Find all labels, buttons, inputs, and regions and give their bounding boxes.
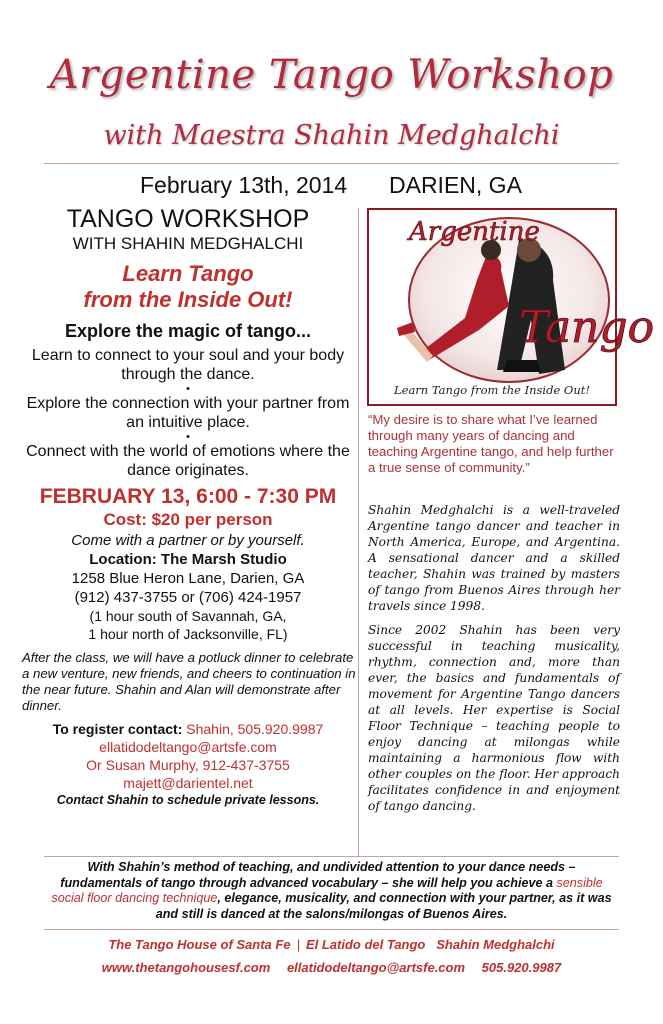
shahin-quote: “My desire is to share what I’ve learned through many years of dancing and teaching Argentine tango, and help further a true sense of community.” bbox=[368, 412, 614, 475]
event-location: DARIEN, GA bbox=[389, 172, 522, 198]
tango-poster-image bbox=[367, 208, 655, 406]
footer-orgs bbox=[0, 937, 663, 952]
partner-note: Come with a partner or by yourself. bbox=[71, 532, 305, 549]
potluck-text: After the class, we will have a potluck dinner to celebrate a new venture, new friends, and cheers to continuation in the near future. Shahin and Alan will demonstrate after dinner. bbox=[22, 650, 356, 713]
distance-note-1: (1 hour south of Savannah, GA, bbox=[89, 608, 287, 624]
dancers-illustration bbox=[369, 210, 655, 404]
bullet-1: • bbox=[186, 383, 190, 395]
left-column bbox=[20, 205, 356, 809]
poster-word-argentine: Argentine bbox=[409, 217, 540, 247]
point-1: Learn to connect to your soul and your body through the dance. bbox=[31, 347, 345, 383]
footer-org-latido: El Latido del Tango bbox=[305, 937, 426, 952]
footer-separator: | bbox=[296, 937, 300, 952]
location-label: Location: The Marsh Studio bbox=[89, 551, 287, 568]
point-3: Connect with the world of emotions where the dance originates. bbox=[26, 443, 350, 479]
event-cost: Cost: $20 per person bbox=[103, 510, 273, 529]
footer-email-link[interactable]: ellatidodeltango@artsfe.com bbox=[286, 960, 466, 975]
register-line bbox=[20, 720, 356, 738]
address: 1258 Blue Heron Lane, Darien, GA bbox=[71, 570, 305, 587]
bullet-2: • bbox=[186, 431, 190, 443]
learn-heading bbox=[20, 261, 356, 313]
footer-phone: 505.920.9987 bbox=[481, 960, 562, 975]
biography bbox=[368, 502, 620, 814]
bio-paragraph-2: Since 2002 Shahin has been very successful in teaching musicality, rhythm, connection and, more than ever, the basics and fundamentals of movement for Argentine Tango dancers at all levels. Her expertise is Social Floor Technique – teaching people to enjoy dancing at milongas while maintaining a harmonious flow with other couples on the floor. Her approach facilitates confidence in and enjoyment of tango dancing. bbox=[368, 623, 620, 813]
flyer-subtitle: with Maestra Shahin Medghalchi bbox=[103, 120, 560, 151]
method-part-2: , elegance, musicality, and connection with your partner, as it was and still is danced at the salons/milongas of Buenos Aires. bbox=[155, 891, 612, 921]
divider-bottom bbox=[44, 929, 619, 930]
divider-middle bbox=[44, 856, 619, 857]
learn-line-1: Learn Tango bbox=[122, 261, 254, 286]
workshop-subtitle: WITH SHAHIN MEDGHALCHI bbox=[72, 234, 304, 253]
footer-org-shahin: Shahin Medghalchi bbox=[436, 937, 555, 952]
phone-numbers: (912) 437-3755 or (706) 424-1957 bbox=[74, 589, 302, 606]
poster-word-tango: Tango bbox=[519, 302, 655, 353]
flyer-title: Argentine Tango Workshop bbox=[49, 52, 614, 98]
footer-org-tango-house: The Tango House of Santa Fe bbox=[108, 937, 291, 952]
email-link-1[interactable]: ellatidodeltango@artsfe.com bbox=[99, 739, 277, 755]
distance-note-2: 1 hour north of Jacksonville, FL) bbox=[88, 626, 288, 642]
column-divider bbox=[358, 208, 359, 856]
poster-tagline: Learn Tango from the Inside Out! bbox=[394, 383, 590, 397]
explore-heading: Explore the magic of tango... bbox=[64, 321, 312, 341]
method-part-1: With Shahin’s method of teaching, and undivided attention to your dance needs – fundamentals of tango through advanced vocabulary – she will help you achieve a bbox=[60, 860, 576, 890]
divider-top bbox=[44, 163, 619, 164]
method-highlight: sensible social floor dancing technique bbox=[51, 875, 603, 905]
event-date: February 13th, 2014 bbox=[140, 172, 348, 198]
workshop-title: TANGO WORKSHOP bbox=[66, 205, 310, 233]
private-lessons-note: Contact Shahin to schedule private lessons. bbox=[56, 793, 320, 807]
email-link-2[interactable]: majett@darientel.net bbox=[123, 775, 253, 791]
bio-paragraph-1: Shahin Medghalchi is a well-traveled Argentine tango dancer and teacher in North America, Europe, and Argentina. A sensational dancer and a skilled teacher, Shahin was trained by masters of tango from Buenos Aires through her travels since 1998. bbox=[368, 503, 620, 613]
point-2: Explore the connection with your partner from an intuitive place. bbox=[26, 395, 350, 431]
footer-website-link[interactable]: www.thetangohousesf.com bbox=[101, 960, 271, 975]
register-label: To register contact: bbox=[52, 721, 183, 737]
alt-contact: Or Susan Murphy, 912-437-3755 bbox=[86, 757, 290, 773]
method-statement bbox=[46, 860, 617, 922]
register-contact: Shahin, 505.920.9987 bbox=[186, 721, 324, 737]
footer-contacts bbox=[0, 960, 663, 975]
event-time: FEBRUARY 13, 6:00 - 7:30 PM bbox=[39, 485, 337, 508]
date-line bbox=[0, 172, 663, 202]
learn-line-2: from the Inside Out! bbox=[83, 287, 293, 312]
